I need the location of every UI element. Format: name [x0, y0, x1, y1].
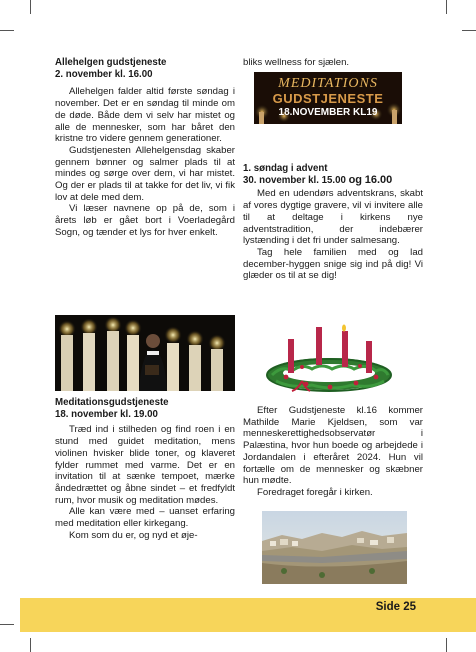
advent-date — [243, 175, 423, 187]
page-number: Side 25 — [375, 601, 416, 613]
continued-text: bliks wellness for sjælen. — [243, 57, 350, 68]
crop-mark — [30, 0, 31, 14]
advent-date-og: og — [348, 173, 363, 186]
banner-line-3: 18.NOVEMBER KL19 — [278, 107, 378, 118]
advent-date-time: 16.00 — [364, 173, 393, 186]
allehelgen-paragraph: Gudstjenesten Allehelgensdag skaber gennem bønner og salmer plads til at mindes og sørge over dem, vi har mistet. Og der er plads til at takke for det liv, vi fik lov at dele med dem. — [55, 144, 235, 203]
meditation-paragraph: Kom som du er, og nyd et øje- — [69, 529, 198, 541]
allehelgen-title: Allehelgen gudstjeneste — [55, 57, 167, 68]
advent-wreath-picture — [262, 319, 397, 394]
crop-mark — [30, 638, 31, 652]
crop-mark — [0, 30, 14, 31]
meditation-date: 18. november kl. 19.00 — [55, 408, 158, 420]
crop-mark — [446, 638, 447, 652]
allehelgen-paragraph: Allehelgen falder altid første søndag i november. Det er en søndag til minde om de døde. Både dem vi selv har mistet og alle de mennesker, som har båret den kristne tro videre gennem generationer. — [55, 86, 235, 145]
meditation-title: Meditationsgudstjeneste — [55, 397, 169, 408]
meditation-section — [55, 397, 235, 541]
jordan-valley-photo — [262, 511, 407, 584]
advent-paragraph: Tag hele familien med og lad december-hyggen snige sig ind på dig! Vi glæder os til at se dig! — [243, 246, 423, 282]
meditation-paragraph: Alle kan være med – uanset erfaring med meditation eller kirkegang. — [55, 506, 235, 530]
allehelgen-section — [55, 57, 235, 239]
meditation-banner — [254, 72, 402, 124]
candles-priest-photo — [55, 315, 235, 391]
allehelgen-date: 2. november kl. 16.00 — [55, 68, 153, 80]
advent-date-text: 30. november kl. 15.00 — [243, 174, 346, 186]
talk-section — [243, 405, 423, 499]
talk-paragraph: Efter Gudstjeneste kl.16 kommer Mathilde Marie Kjeldsen, som var menneskerettighedsobservatør i Palæstina, hvor hun boede og arbejdede i Jordandalen i efteråret 2024. Hun vil fortælle om de mennesker og skæbner hun mødte. — [243, 405, 423, 487]
banner-line-1: MEDITATIONS — [278, 76, 378, 91]
crop-mark — [0, 624, 14, 625]
advent-section — [243, 163, 423, 282]
advent-title: 1. søndag i advent — [243, 163, 328, 174]
advent-paragraph: Med en udendørs adventskrans, skabt af vores dygtige gravere, vil vi invitere alle til at deltage i kirkens nye adventstradition, der indebærer lystænding i det fri under salmesang. — [243, 188, 423, 247]
crop-mark — [446, 0, 447, 14]
allehelgen-paragraph: Vi læser navnene op på de, som i årets løb er gået bort i Voerladegård Sogn, og tænder et lys for hver enkelt. — [55, 203, 235, 238]
right-continuation — [243, 57, 423, 69]
banner-line-2: GUDSTJENESTE — [272, 91, 384, 106]
crop-mark — [462, 30, 476, 31]
talk-paragraph: Foredraget foregår i kirken. — [257, 486, 373, 498]
meditation-paragraph: Træd ind i stilheden og find roen i en stund med guidet meditation, mens violinen hvisker blide toner, og klaveret fylder rummet med varme. Det er en invitation til at sænke tempoet, mærke åndedrættet og åbne sindet – et fredfyldt rum, hvor musik og meditation mødes. — [55, 424, 235, 506]
